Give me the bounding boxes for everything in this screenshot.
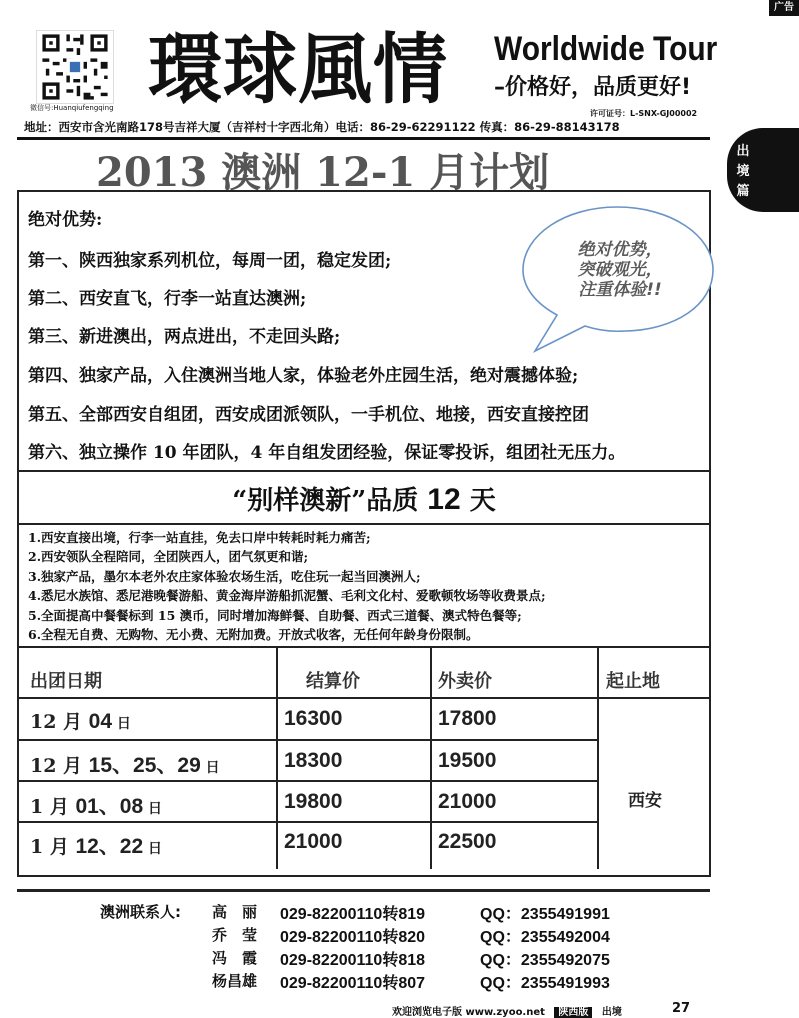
feature-item: 3.独家产品，墨尔本老外农庄家体验农场生活，吃住玩一起当回澳洲人; — [28, 569, 421, 584]
contacts-divider — [17, 889, 710, 892]
contact-qq: QQ：2355491991 — [480, 906, 610, 923]
table-cell-retail: 17800 — [438, 707, 497, 730]
footer-badge: 陕西版 — [554, 1007, 592, 1018]
advantage-item: 第五、全部西安自组团，西安成团派领队，一手机位、地接，西安直接控团 — [28, 405, 589, 425]
contact-phone: 029-82200110转807 — [280, 975, 426, 992]
header-divider — [17, 137, 710, 140]
table-row-divider — [597, 697, 709, 699]
column-header-origin: 起止地 — [606, 671, 660, 692]
tagline-chinese: –价格好，品质更好! — [494, 75, 692, 100]
contact-label: 澳洲联系人: — [100, 903, 181, 921]
product-title-pre: “别样澳新”品质 — [232, 486, 419, 516]
table-column-divider — [276, 646, 278, 869]
advantage-item: 第一、陕西独家系列机位，每周一团，稳定发团; — [28, 251, 392, 271]
table-cell-settle: 18300 — [284, 749, 343, 772]
table-cell-settle: 19800 — [284, 790, 343, 813]
date-days: 12、22 — [75, 835, 144, 858]
advantage-item: 第三、新进澳出，两点进出，不走回头路; — [28, 327, 341, 347]
section-side-tab — [727, 128, 799, 212]
feature-item: 4.悉尼水族馆、悉尼港晚餐游船、黄金海岸游船抓泥蟹、毛利文化村、爱歌顿牧场等收费景点; — [28, 588, 546, 603]
side-tab-char: 境 — [736, 164, 750, 179]
footer-bar — [392, 1003, 622, 1018]
table-row-divider — [19, 739, 599, 741]
advantage-item: 第六、独立操作 10 年团队，4 年自组发团经验，保证零投诉，组团社无压力。 — [28, 443, 626, 463]
bubble-line: 突破观光， — [577, 260, 663, 280]
brand-logo: 環球風情 — [148, 25, 448, 115]
wechat-id: 微信号:Huanqiufengqing — [30, 104, 114, 112]
feature-item: 6.全程无自费、无购物、无小费、无附加费。开放式收客，无任何年龄身份限制。 — [28, 627, 479, 642]
contact-qq: QQ：2355492075 — [480, 952, 610, 969]
table-row-date — [30, 830, 162, 860]
product-title — [19, 480, 709, 517]
bubble-line: 注重体验!! — [578, 280, 662, 300]
date-suffix: 日 — [112, 716, 131, 732]
table-column-divider — [430, 646, 432, 869]
footer-section: 出境 — [601, 1007, 622, 1018]
bubble-text — [555, 240, 685, 300]
date-days: 04 — [88, 710, 113, 733]
feature-item: 5.全面提高中餐餐标到 15 澳币，同时增加海鲜餐、自助餐、西式三道餐、澳式特色餐等; — [28, 608, 522, 623]
table-row-date — [30, 749, 220, 779]
table-row-divider — [19, 780, 599, 782]
license-number: 许可证号：L-SNX-GJ00002 — [590, 109, 698, 118]
advantage-item: 第四、独家产品，入住澳洲当地人家，体验老外庄园生活，绝对震撼体验; — [28, 366, 579, 386]
contact-phone: 029-82200110转818 — [280, 952, 426, 969]
date-days: 15、25、29 — [88, 754, 201, 777]
date-month: 12 月 — [30, 711, 89, 733]
section-divider — [19, 523, 709, 525]
column-header-settle: 结算价 — [306, 671, 360, 692]
table-column-divider — [597, 646, 599, 869]
ad-tag: 广告 — [769, 0, 799, 16]
side-tab-char: 篇 — [736, 184, 750, 199]
column-header-retail: 外卖价 — [438, 671, 492, 692]
contact-qq: QQ：2355491993 — [480, 975, 610, 992]
table-row-date — [30, 790, 162, 820]
contact-qq: QQ：2355492004 — [480, 929, 610, 946]
contact-name: 高 丽 — [212, 903, 258, 921]
date-days: 01、08 — [75, 795, 144, 818]
table-cell-retail: 21000 — [438, 790, 497, 813]
date-month: 12 月 — [30, 755, 89, 777]
table-row-divider — [19, 697, 599, 699]
qr-code-icon — [36, 30, 114, 104]
section-divider — [19, 470, 709, 472]
contact-name: 杨昌雄 — [212, 972, 258, 990]
advantage-item: 第二、西安直飞，行李一站直达澳洲; — [28, 289, 307, 309]
side-tab-char: 出 — [736, 144, 750, 159]
table-cell-origin: 西安 — [628, 791, 662, 811]
feature-item: 1.西安直接出境，行李一站直挂，免去口岸中转耗时耗力痛苦; — [28, 530, 371, 545]
advantages-title: 绝对优势: — [28, 210, 103, 230]
bubble-line: 绝对优势， — [577, 240, 663, 260]
table-cell-settle: 16300 — [284, 707, 343, 730]
column-header-date: 出团日期 — [30, 671, 102, 692]
date-month: 1 月 — [30, 796, 76, 818]
footer-website[interactable]: 欢迎浏览电子版 www.zyoo.net — [392, 1007, 545, 1018]
table-row-divider — [19, 821, 599, 823]
table-cell-retail: 19500 — [438, 749, 497, 772]
company-address: 地址：西安市含光南路178号吉祥大厦（吉祥村十字西北角）电话：86-29-62291122 传真：86-29-88143178 — [24, 120, 620, 134]
contact-name: 冯 霞 — [212, 949, 258, 967]
product-title-post: 天 — [469, 486, 496, 516]
table-cell-retail: 22500 — [438, 830, 497, 853]
contact-phone: 029-82200110转819 — [280, 906, 426, 923]
feature-item: 2.西安领队全程陪同，全团陕西人，团气氛更和谐; — [28, 549, 309, 564]
product-title-days: 12 — [427, 483, 461, 516]
tagline-english: Worldwide Tour — [494, 30, 718, 68]
contact-name: 乔 莹 — [212, 926, 258, 944]
date-month: 1 月 — [30, 836, 76, 858]
contact-phone: 029-82200110转820 — [280, 929, 426, 946]
section-divider — [19, 646, 709, 648]
date-suffix: 日 — [200, 760, 220, 776]
date-suffix: 日 — [143, 841, 163, 857]
date-suffix: 日 — [143, 801, 163, 817]
page-number: 27 — [672, 1001, 691, 1016]
table-cell-settle: 21000 — [284, 830, 343, 853]
plan-title: 2013 澳洲 12-1 月计划 — [96, 149, 550, 196]
table-row-date — [30, 707, 131, 734]
